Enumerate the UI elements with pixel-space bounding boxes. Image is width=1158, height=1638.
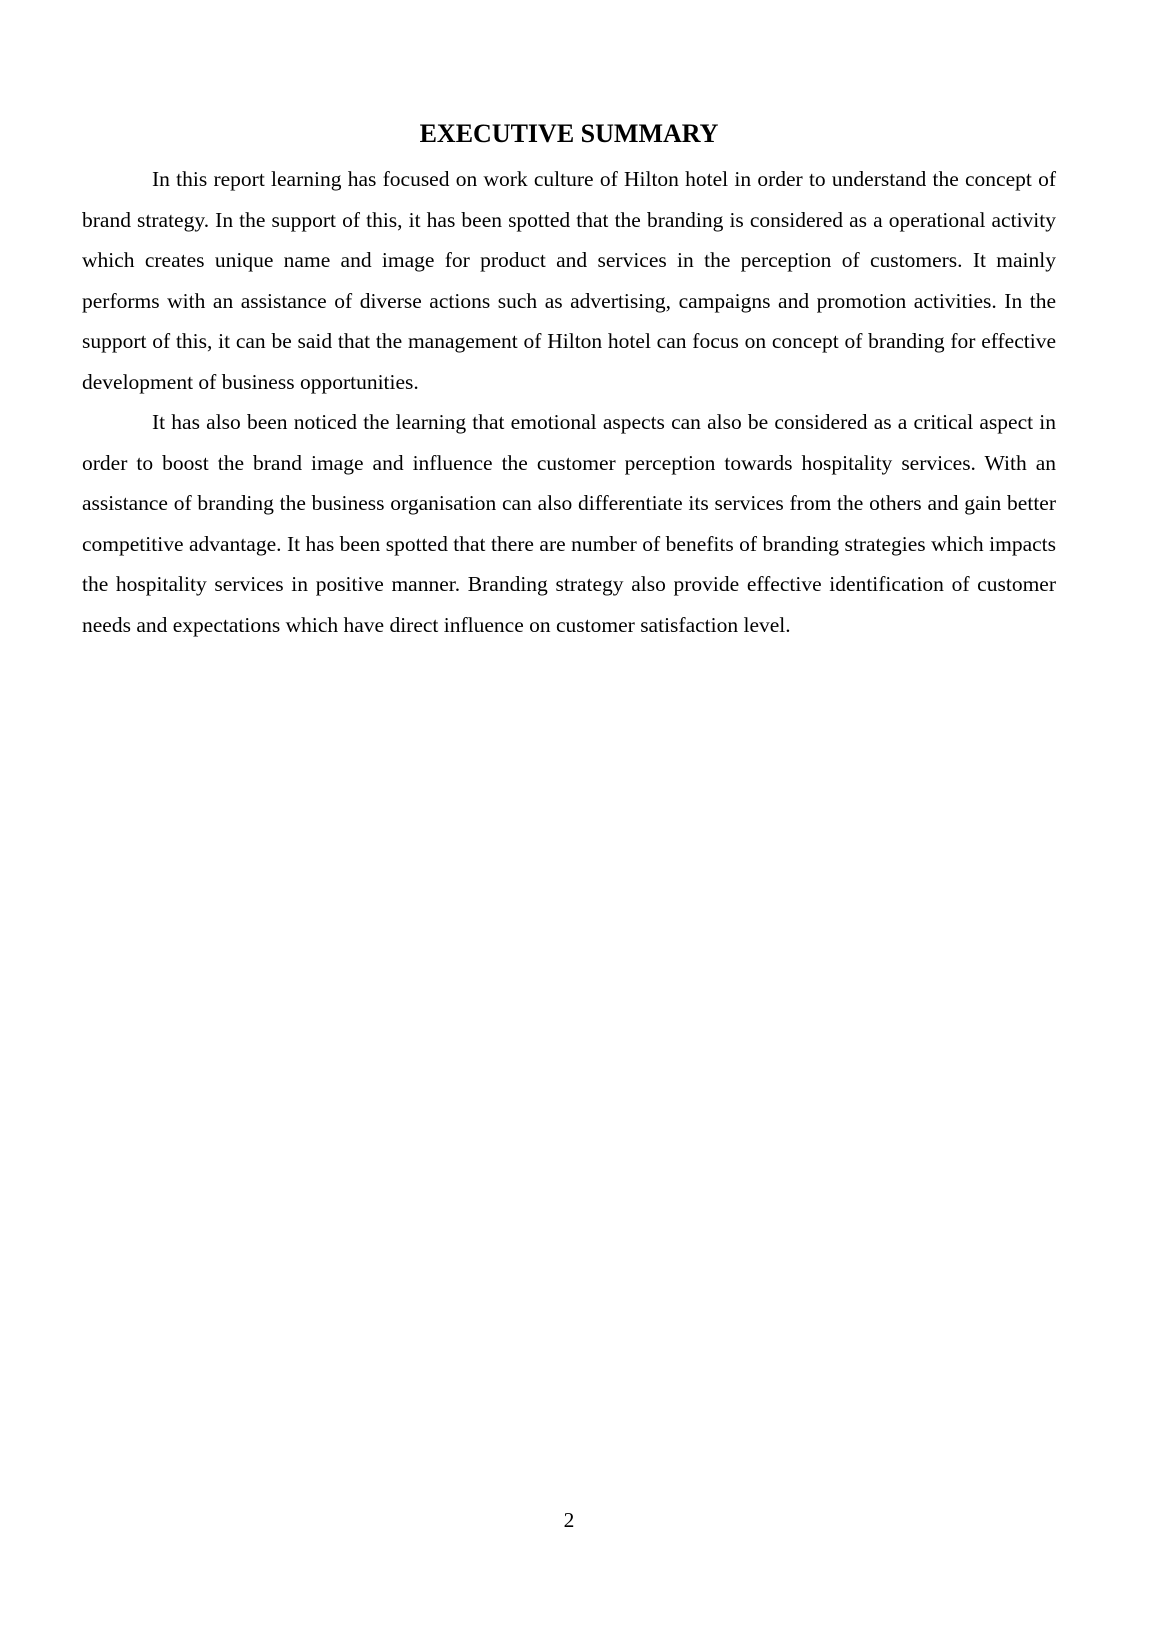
page-number: 2 [563, 1508, 575, 1532]
document-body [82, 159, 1056, 645]
page-title: EXECUTIVE SUMMARY [419, 119, 719, 148]
paragraph-1: In this report learning has focused on work culture of Hilton hotel in order to understand the concept of brand strategy. In the support of this, it has been spotted that the branding is considered as a operational activity which creates unique name and image for product and services in the perception of customers. It mainly performs with an assistance of diverse actions such as advertising, campaigns and promotion activities. In the support of this, it can be said that the management of Hilton hotel can focus on concept of branding for effective development of business opportunities. [82, 167, 1056, 394]
paragraph-2: It has also been noticed the learning that emotional aspects can also be considered as a critical aspect in order to boost the brand image and influence the customer perception towards hospitality services. With an assistance of branding the business organisation can also differentiate its services from the others and gain better competitive advantage. It has been spotted that there are number of benefits of branding strategies which impacts the hospitality services in positive manner. Branding strategy also provide effective identification of customer needs and expectations which have direct influence on customer satisfaction level. [82, 410, 1056, 637]
